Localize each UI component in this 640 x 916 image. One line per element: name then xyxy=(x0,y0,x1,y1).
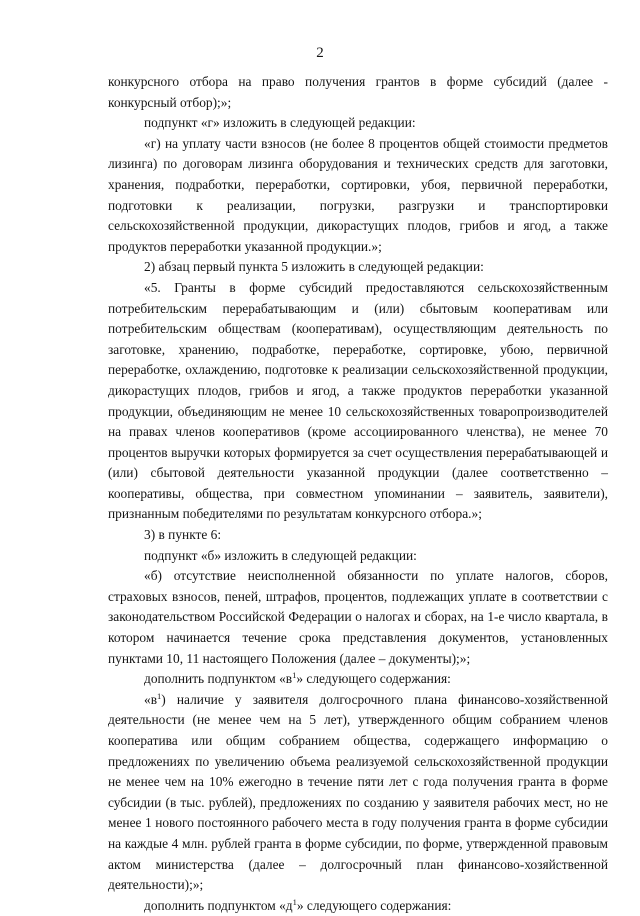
paragraph-continuation: конкурсного отбора на право получения грантов в форме субсидий (далее - конкурсный отбор);»; xyxy=(108,74,608,110)
paragraph-add-subpoint-d1 xyxy=(108,896,608,916)
text-segment: дополнить подпунктом «д xyxy=(144,897,293,913)
paragraph-subpoint-v1-text xyxy=(108,690,608,896)
paragraph-subpoint-b-instruction: подпункт «б» изложить в следующей редакции: xyxy=(144,547,417,563)
text-segment: » следующего содержания: xyxy=(296,671,451,687)
paragraph-subpoint-g-text: «г) на уплату части взносов (не более 8 процентов общей стоимости предметов лизинга) по договорам лизинга оборудования и технических средств для заготовки, хранения, подработки, переработки, сортировки, убоя, первичной переработки, подготовки к реализации, погрузки, разгрузки и транспортировки сельскохозяйственной продукции, дикорастущих плодов, грибов и ягод, а также продуктов переработки указанной продукции.»; xyxy=(108,135,608,254)
text-segment: ) наличие у заявителя долгосрочного плана финансово-хозяйственной деятельности (не менее чем на 5 лет), утвержденного общим собранием членов кооператива или общим собранием общества, содержащего информацию о предложениях по увеличению объема реализуемой сельскохозяйственной продукции не менее чем на 10% ежегодно в течение пяти лет с года получения гранта в форме субсидии (в тыс. рублей), предложениях по созданию у заявителя рабочих мест, но не менее 1 нового постоянного рабочего места в году получения гранта в форме субсидии на каждые 4 млн. рублей гранта в форме субсидии, по форме, утвержденной правовым актом министерства (далее – долгосрочный план финансово-хозяйственной деятельности);»; xyxy=(108,691,608,893)
paragraph-point-6-heading: 3) в пункте 6: xyxy=(144,527,222,543)
text-segment: «в xyxy=(144,691,158,707)
paragraph-add-subpoint-v1 xyxy=(108,669,608,690)
page-number: 2 xyxy=(316,45,324,61)
paragraph-subpoint-b-text: «б) отсутствие неисполненной обязанности по уплате налогов, сборов, страховых взносов, пеней, штрафов, процентов, подлежащих уплате в соответствии с законодательством Российской Федерации о налогах и сборах, на 1-е число квартала, в котором начинается течение срока представления документов, установленных пунктами 10, 11 настоящего Положения (далее – документы);»; xyxy=(108,568,608,666)
paragraph-point-5-instruction: 2) абзац первый пункта 5 изложить в следующей редакции: xyxy=(144,259,484,275)
text-segment: дополнить подпунктом «в xyxy=(144,671,293,687)
paragraph-point-5-text: «5. Гранты в форме субсидий предоставляются сельскохозяйственным потребительским перерабатывающим и (или) сбытовым кооперативам или потребительским обществам (кооперативам), осуществляющим деятельность по заготовке, хранению, подработке, переработке, сортировке, убою, первичной переработке, охлаждению, подготовке к реализации сельскохозяйственной продукции, дикорастущих плодов, грибов и ягод, а также продуктов переработки указанной продукции, объединяющим не менее 10 сельскохозяйственных товаропроизводителей на правах членов кооперативов (кроме ассоциированного членства), не менее 70 процентов выручки которых формируется за счет осуществления перерабатывающей и (или) сбытовой деятельности указанной продукции (далее соответственно – кооперативы, общества, при совместном упоминании – заявитель, заявители), признанным победителями по результатам конкурсного отбора.»; xyxy=(108,279,608,522)
superscript: 1 xyxy=(157,690,162,701)
superscript: 1 xyxy=(292,670,297,681)
superscript: 1 xyxy=(292,896,297,907)
document-body xyxy=(108,72,608,916)
text-segment: » следующего содержания: xyxy=(296,897,452,913)
paragraph-subpoint-g-instruction: подпункт «г» изложить в следующей редакции: xyxy=(144,115,416,131)
